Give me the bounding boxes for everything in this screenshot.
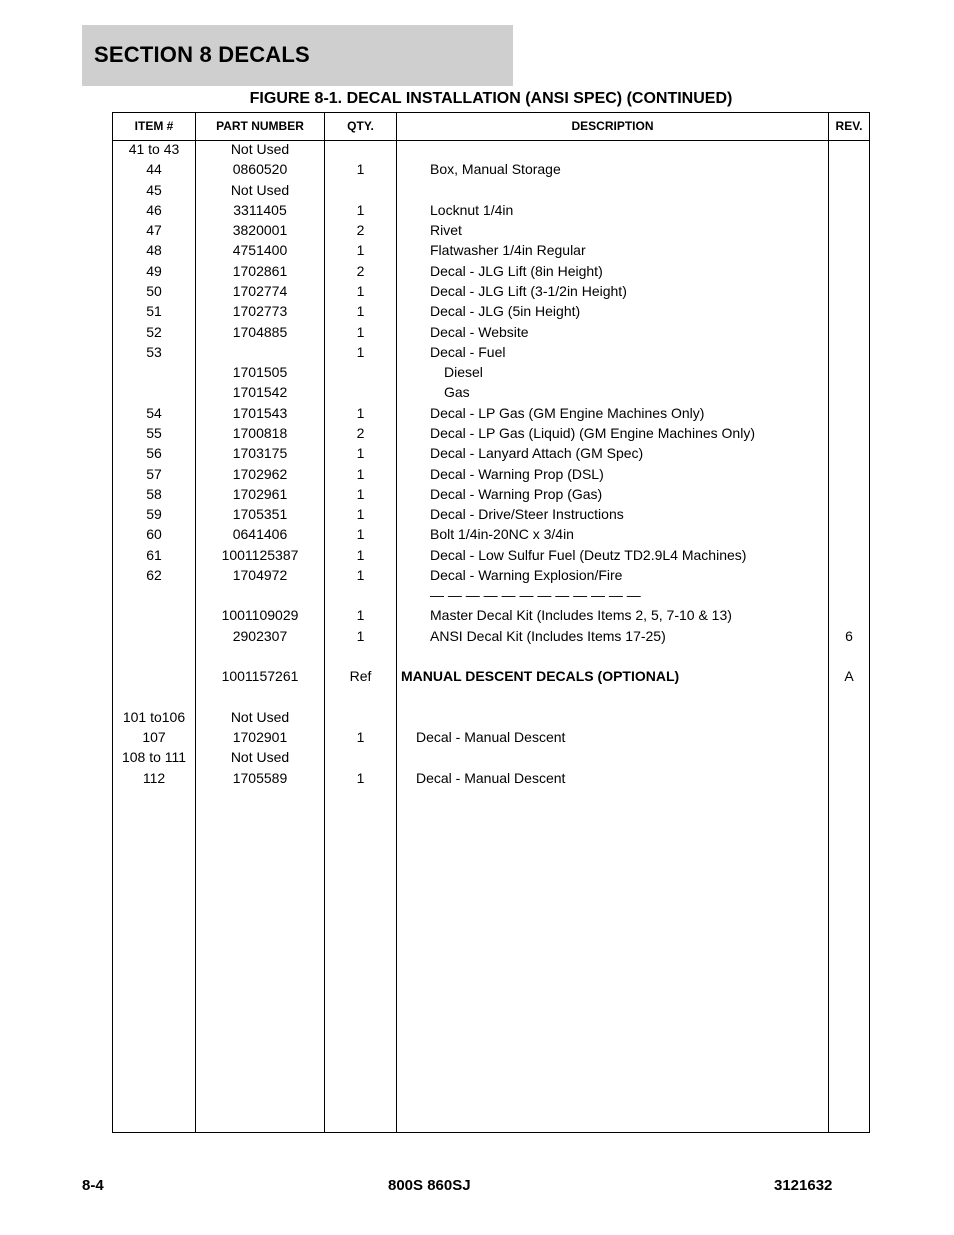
cell-qty: 1 <box>356 546 365 563</box>
cell-rev <box>829 585 869 605</box>
cell-part-number: 1703175 <box>232 445 288 462</box>
cell-description: Decal - Manual Descent <box>416 769 566 786</box>
cell-rev <box>829 747 869 767</box>
cell-description: Decal - Fuel <box>430 343 506 360</box>
table-row <box>113 747 869 767</box>
cell-description <box>397 707 846 727</box>
cell-description: Locknut 1/4in <box>430 201 514 218</box>
cell-description: Decal - JLG Lift (8in Height) <box>430 262 603 279</box>
cell-rev: 6 <box>845 627 853 644</box>
table-row <box>113 159 869 179</box>
cell-qty <box>325 687 396 707</box>
cell-rev <box>829 484 869 504</box>
cell-qty: 1 <box>356 607 365 624</box>
cell-part-number: 2902307 <box>232 627 288 644</box>
cell-part-number: 1702962 <box>232 465 288 482</box>
cell-qty: 1 <box>356 404 365 421</box>
cell-item: 41 to 43 <box>128 141 180 157</box>
cell-part-number: Not Used <box>230 749 290 766</box>
cell-description: Decal - LP Gas (Liquid) (GM Engine Machines Only) <box>430 424 755 441</box>
cell-rev <box>829 159 869 179</box>
table-row <box>113 362 869 382</box>
cell-qty <box>325 139 396 159</box>
cell-part-number: 0641406 <box>232 526 288 543</box>
table-row <box>113 403 869 423</box>
cell-qty: 1 <box>356 769 365 786</box>
cell-description: MANUAL DESCENT DECALS (OPTIONAL) <box>401 668 680 685</box>
cell-item <box>113 382 195 402</box>
cell-item: 55 <box>146 424 162 441</box>
table-row <box>113 139 869 159</box>
header-part-number: PART NUMBER <box>216 119 304 133</box>
cell-qty: 1 <box>356 303 365 320</box>
cell-rev <box>829 565 869 585</box>
cell-rev <box>829 687 869 707</box>
cell-part-number: 1702861 <box>232 262 288 279</box>
table-row <box>113 342 869 362</box>
table-row <box>113 585 869 605</box>
cell-item: 57 <box>146 465 162 482</box>
header-item: ITEM # <box>134 119 174 133</box>
cell-item: 60 <box>146 526 162 543</box>
cell-description <box>397 139 860 159</box>
cell-item: 56 <box>146 445 162 462</box>
cell-rev <box>829 443 869 463</box>
cell-qty: Ref <box>349 668 372 685</box>
cell-item: 45 <box>146 181 162 198</box>
cell-part-number: 4751400 <box>232 242 288 259</box>
cell-item: 49 <box>146 262 162 279</box>
table-row <box>113 382 869 402</box>
cell-description: Decal - LP Gas (GM Engine Machines Only) <box>430 404 705 421</box>
cell-rev: A <box>844 668 854 685</box>
cell-description: Diesel <box>444 364 483 381</box>
cell-qty: 1 <box>356 729 365 746</box>
table-row <box>113 687 869 707</box>
cell-item: 50 <box>146 283 162 299</box>
cell-description: Decal - Lanyard Attach (GM Spec) <box>430 445 644 462</box>
cell-qty: 2 <box>356 222 365 239</box>
cell-item: 108 to 111 <box>121 749 187 766</box>
cell-part-number: Not Used <box>230 181 290 198</box>
table-row <box>113 464 869 484</box>
cell-part-number <box>196 687 324 707</box>
cell-item <box>113 626 195 646</box>
cell-qty: 1 <box>356 485 365 502</box>
cell-description: Decal - Low Sulfur Fuel (Deutz TD2.9L4 Machines) <box>430 546 747 563</box>
cell-qty: 1 <box>356 343 365 360</box>
cell-rev <box>829 707 869 727</box>
cell-part-number: 1701505 <box>232 364 288 381</box>
cell-item <box>113 585 195 605</box>
cell-description: Decal - JLG Lift (3-1/2in Height) <box>430 283 627 299</box>
cell-item: 48 <box>146 242 162 259</box>
cell-part-number: Not Used <box>230 141 290 157</box>
cell-part-number: Not Used <box>230 708 290 725</box>
cell-qty <box>325 180 396 200</box>
cell-rev <box>829 261 869 281</box>
cell-qty: 1 <box>356 445 365 462</box>
cell-description: Rivet <box>430 222 462 239</box>
table-row <box>113 220 869 240</box>
figure-title: FIGURE 8-1. DECAL INSTALLATION (ANSI SPEC) (CONTINUED) <box>249 90 733 107</box>
cell-rev <box>829 464 869 484</box>
cell-item: 46 <box>146 201 162 218</box>
cell-rev <box>829 322 869 342</box>
parts-table <box>112 112 870 1133</box>
table-row <box>113 524 869 544</box>
cell-item: 107 <box>142 729 166 746</box>
cell-qty: 2 <box>356 424 365 441</box>
cell-item: 62 <box>146 566 162 583</box>
footer-model: 800S 860SJ <box>388 1177 471 1194</box>
cell-rev <box>829 545 869 565</box>
cell-item: 53 <box>146 343 162 360</box>
cell-qty <box>325 382 396 402</box>
header-rev: REV. <box>835 119 863 133</box>
table-row <box>113 423 869 443</box>
cell-rev <box>829 220 869 240</box>
table-row <box>113 200 869 220</box>
cell-description: Bolt 1/4in-20NC x 3/4in <box>430 526 574 543</box>
cell-rev <box>829 727 869 747</box>
cell-part-number: 1704885 <box>232 323 288 340</box>
table-row <box>113 261 869 281</box>
cell-qty: 1 <box>356 283 365 299</box>
table-row <box>113 545 869 565</box>
cell-part-number: 1702961 <box>232 485 288 502</box>
cell-rev <box>829 362 869 382</box>
table-row <box>113 646 869 666</box>
cell-rev <box>829 382 869 402</box>
cell-description <box>397 646 860 666</box>
cell-description: Master Decal Kit (Includes Items 2, 5, 7-10 & 13) <box>430 607 732 624</box>
cell-item <box>113 687 195 707</box>
cell-description: ANSI Decal Kit (Includes Items 17-25) <box>430 627 666 644</box>
cell-qty <box>325 646 396 666</box>
cell-rev <box>829 423 869 443</box>
cell-qty: 1 <box>356 465 365 482</box>
table-row <box>113 301 869 321</box>
cell-part-number: 1700818 <box>232 424 288 441</box>
footer-doc-number: 3121632 <box>774 1177 833 1194</box>
cell-description <box>397 180 860 200</box>
cell-description: Decal - Warning Explosion/Fire <box>430 566 623 583</box>
cell-part-number: 1001109029 <box>221 607 299 624</box>
cell-item: 47 <box>146 222 162 239</box>
cell-item: 59 <box>146 506 162 522</box>
cell-part-number: 1001157261 <box>221 668 299 685</box>
cell-rev <box>829 403 869 423</box>
cell-qty: 1 <box>356 506 365 522</box>
table-row <box>113 605 869 625</box>
cell-item: 61 <box>146 546 162 563</box>
cell-qty <box>325 585 396 605</box>
table-row <box>113 727 869 747</box>
cell-part-number <box>196 342 324 362</box>
cell-part-number: 1702774 <box>232 283 288 299</box>
cell-item <box>113 362 195 382</box>
cell-part-number <box>196 585 324 605</box>
cell-item <box>113 605 195 625</box>
header-qty: QTY. <box>347 119 374 133</box>
cell-item: 52 <box>146 323 162 340</box>
cell-part-number: 3311405 <box>233 201 287 218</box>
cell-part-number: 0860520 <box>232 161 288 178</box>
table-row <box>113 707 869 727</box>
cell-qty <box>325 707 396 727</box>
cell-item: 58 <box>146 485 162 502</box>
cell-description: Flatwasher 1/4in Regular <box>430 242 586 259</box>
table-row <box>113 768 869 788</box>
cell-qty: 1 <box>356 526 365 543</box>
cell-rev <box>829 605 869 625</box>
table-row <box>113 484 869 504</box>
cell-part-number: 1701542 <box>232 384 288 401</box>
cell-part-number: 1702901 <box>232 729 288 746</box>
cell-description: Decal - Website <box>430 323 529 340</box>
table-row <box>113 443 869 463</box>
cell-qty <box>325 362 396 382</box>
cell-qty: 1 <box>356 627 365 644</box>
cell-description <box>397 747 846 767</box>
cell-item <box>113 646 195 666</box>
cell-item <box>113 666 195 686</box>
cell-description: Decal - Manual Descent <box>416 729 566 746</box>
cell-description: Decal - JLG (5in Height) <box>430 303 581 320</box>
cell-qty <box>325 747 396 767</box>
cell-qty: 1 <box>356 242 365 259</box>
cell-part-number: 1702773 <box>232 303 288 320</box>
cell-item: 44 <box>146 161 162 178</box>
cell-description: Decal - Warning Prop (Gas) <box>430 485 603 502</box>
header-description: DESCRIPTION <box>571 119 654 133</box>
cell-rev <box>829 301 869 321</box>
cell-part-number: 1705351 <box>232 506 288 522</box>
section-title: SECTION 8 DECALS <box>94 42 310 67</box>
cell-rev <box>829 768 869 788</box>
cell-description: Decal - Drive/Steer Instructions <box>430 506 624 522</box>
cell-qty: 1 <box>356 323 365 340</box>
cell-item: 54 <box>146 404 162 421</box>
cell-part-number: 1701543 <box>232 404 288 421</box>
cell-rev <box>829 646 869 666</box>
cell-description: Box, Manual Storage <box>430 161 561 178</box>
cell-description: Gas <box>444 384 470 401</box>
table-row <box>113 322 869 342</box>
cell-item: 112 <box>142 769 166 786</box>
section-header <box>82 25 513 86</box>
cell-rev <box>829 200 869 220</box>
cell-item: 51 <box>146 303 162 320</box>
table-row <box>113 626 869 646</box>
cell-part-number: 1705589 <box>232 769 288 786</box>
footer-page-number: 8-4 <box>82 1177 104 1194</box>
cell-rev <box>829 139 869 159</box>
cell-rev <box>829 504 869 524</box>
table-row <box>113 666 869 686</box>
cell-description: Decal - Warning Prop (DSL) <box>430 465 604 482</box>
cell-rev <box>829 240 869 260</box>
cell-part-number: 1704972 <box>232 566 288 583</box>
cell-qty: 1 <box>356 566 365 583</box>
cell-qty: 1 <box>356 201 365 218</box>
table-row <box>113 180 869 200</box>
cell-part-number <box>196 646 324 666</box>
table-row <box>113 281 869 301</box>
cell-rev <box>829 180 869 200</box>
cell-part-number: 3820001 <box>232 222 288 239</box>
cell-rev <box>829 524 869 544</box>
table-row <box>113 240 869 260</box>
cell-description: — — — — — — — — — — — — <box>430 587 641 604</box>
cell-item: 101 to106 <box>122 708 186 725</box>
cell-qty: 1 <box>356 161 365 178</box>
cell-description <box>397 687 860 707</box>
table-row <box>113 565 869 585</box>
cell-qty: 2 <box>356 262 365 279</box>
cell-rev <box>829 342 869 362</box>
table-row <box>113 504 869 524</box>
cell-rev <box>829 281 869 301</box>
cell-part-number: 1001125387 <box>221 546 299 563</box>
